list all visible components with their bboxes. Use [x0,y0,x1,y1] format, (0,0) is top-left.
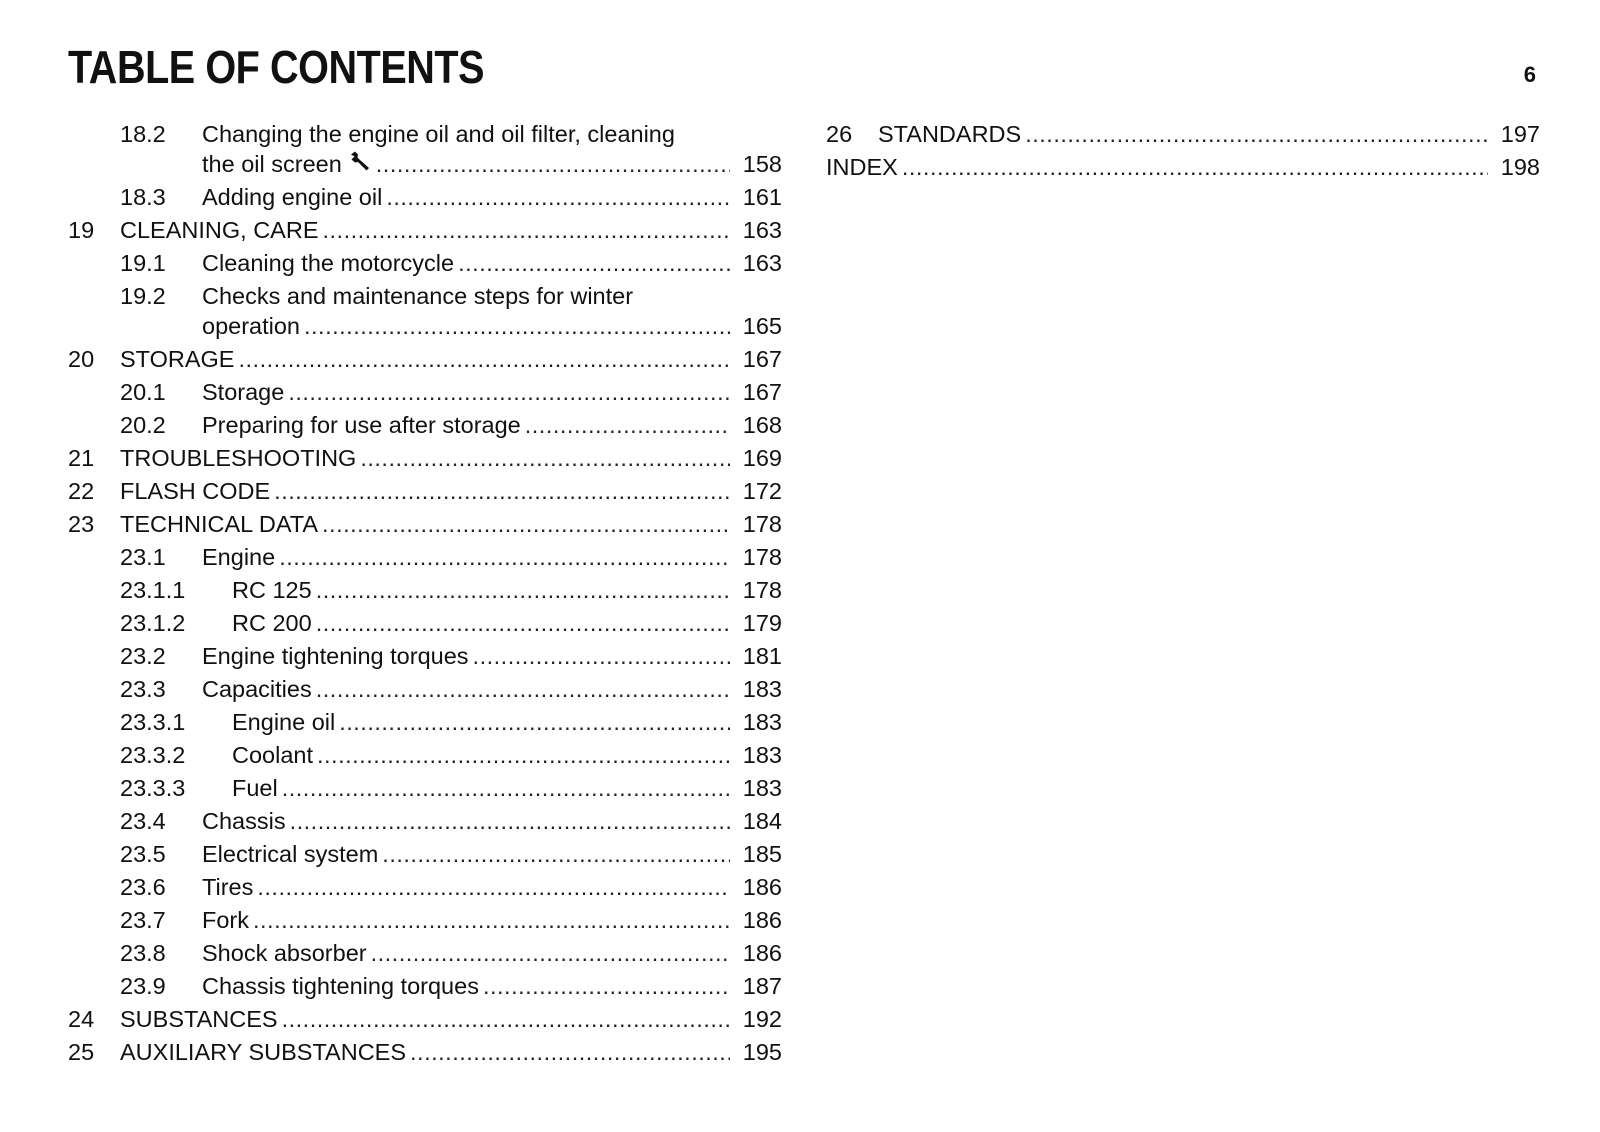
dot-leader [360,442,730,475]
dot-leader [316,574,730,607]
dot-leader [304,310,730,343]
toc-entry-number: 19 [68,217,95,243]
toc-entry-page: 165 [742,313,782,339]
toc-entry[interactable] [826,151,1540,184]
dot-leader [238,343,730,376]
toc-entry-page: 187 [742,973,782,999]
toc-entry[interactable] [68,871,782,904]
toc-entry-page: 186 [742,940,782,966]
toc-entry[interactable] [68,805,782,838]
toc-entry-number: 21 [68,445,95,471]
dot-leader [257,871,730,904]
toc-entry-number: 23.4 [120,808,166,834]
toc-entry-title: Shock absorber [202,940,367,966]
toc-entry-page: 197 [1500,121,1540,147]
toc-entry-number: 20.1 [120,379,166,405]
toc-entry-page: 163 [742,250,782,276]
toc-entry[interactable] [68,574,782,607]
toc-entry-number: 23.9 [120,973,166,999]
toc-entry[interactable] [68,706,782,739]
dot-leader [386,181,730,214]
dot-leader [339,706,730,739]
toc-entry-number: 23.1 [120,544,166,570]
toc-entry-number: 26 [826,121,853,147]
dot-leader [376,148,730,181]
toc-entry-number: 25 [68,1039,95,1065]
toc-entry[interactable] [68,739,782,772]
toc-entry-number: 23.2 [120,643,166,669]
toc-entry-number: 23.7 [120,907,166,933]
toc-entry-page: 198 [1500,154,1540,180]
dot-leader [458,247,730,280]
toc-entry-number: 23.3.1 [120,709,186,735]
dot-leader [410,1036,730,1069]
dot-leader [323,214,731,247]
toc-entry-title: Coolant [232,742,313,768]
toc-entry[interactable] [68,772,782,805]
dot-leader [902,151,1488,184]
toc-entry-number: 19.1 [120,250,166,276]
dot-leader [525,409,730,442]
toc-entry-number: 20.2 [120,412,166,438]
toc-entry-number: 23.1.2 [120,610,186,636]
toc-entry-number: 18.2 [120,121,166,147]
toc-entry-title: AUXILIARY SUBSTANCES [120,1039,407,1065]
toc-entry-title: FLASH CODE [120,478,271,504]
toc-entry[interactable] [68,541,782,574]
toc-entry-title: INDEX [826,154,898,180]
toc-entry-title: Electrical system [202,841,379,867]
page-number: 6 [1523,62,1536,87]
toc-entry-number: 19.2 [120,283,166,309]
toc-entry-page: 183 [742,742,782,768]
toc-entry-title: Checks and maintenance steps for winter [202,283,634,309]
toc-entry-number: 23.3 [120,676,166,702]
toc-entry-title: Fuel [232,775,278,801]
page-title: TABLE OF CONTENTS [68,41,485,93]
toc-entry-page: 183 [742,775,782,801]
toc-left-column [68,118,782,1069]
toc-entry[interactable] [68,118,782,181]
toc-entry[interactable] [68,376,782,409]
wrench-icon [348,148,372,170]
toc-entry-title: Capacities [202,676,312,702]
toc-entry-title: Fork [202,907,249,933]
toc-entry-title: TECHNICAL DATA [120,511,319,537]
toc-entry-title: CLEANING, CARE [120,217,319,243]
toc-entry-title: STORAGE [120,346,235,372]
dot-leader [473,640,730,673]
dot-leader [317,739,730,772]
toc-entry-number: 22 [68,478,95,504]
toc-entry-title: Engine oil [232,709,336,735]
toc-entry[interactable] [68,508,782,541]
toc-entry[interactable] [68,475,782,508]
toc-entry-page: 195 [742,1039,782,1065]
toc-entry-page: 186 [742,874,782,900]
toc-entry[interactable] [68,280,782,343]
dot-leader [322,508,730,541]
toc-entry-page: 186 [742,907,782,933]
toc-entry-number: 23 [68,511,95,537]
dot-leader [274,475,730,508]
dot-leader [253,904,730,937]
toc-entry-page: 167 [742,379,782,405]
toc-entry[interactable] [68,904,782,937]
dot-leader [282,772,730,805]
toc-entry-number: 18.3 [120,184,166,210]
dot-leader [290,805,730,838]
toc-entry[interactable] [68,640,782,673]
toc-entry[interactable] [68,1036,782,1069]
toc-entry[interactable] [68,247,782,280]
toc-entry-page: 167 [742,346,782,372]
toc-entry[interactable] [68,607,782,640]
toc-entry[interactable] [68,409,782,442]
toc-entry[interactable] [68,343,782,376]
dot-leader [382,838,730,871]
toc-entry-number: 20 [68,346,95,372]
toc-entry-title: SUBSTANCES [120,1006,278,1032]
toc-entry-page: 181 [742,643,782,669]
toc-entry-page: 172 [742,478,782,504]
dot-leader [316,607,730,640]
toc-entry-number: 23.5 [120,841,166,867]
toc-entry-page: 178 [742,577,782,603]
toc-entry-title: the oil screen [202,151,342,177]
toc-entry-page: 192 [742,1006,782,1032]
toc-entry-title: TROUBLESHOOTING [120,445,357,471]
dot-leader [1025,118,1488,151]
toc-entry-number: 23.3.2 [120,742,186,768]
toc-entry-page: 178 [742,511,782,537]
toc-entry[interactable] [68,1003,782,1036]
toc-entry-page: 169 [742,445,782,471]
toc-entry-number: 24 [68,1006,95,1032]
toc-entry-page: 185 [742,841,782,867]
toc-entry-title: Engine [202,544,276,570]
toc-entry-page: 183 [742,676,782,702]
toc-entry-number: 23.3.3 [120,775,186,801]
dot-leader [282,1003,730,1036]
toc-entry[interactable] [826,118,1540,151]
toc-entry-title: Tires [202,874,254,900]
toc-entry[interactable] [68,214,782,247]
toc-entry-page: 184 [742,808,782,834]
toc-entry-number: 23.1.1 [120,577,186,603]
toc-entry-number: 23.8 [120,940,166,966]
toc-entry[interactable] [68,937,782,970]
toc-right-column [826,118,1540,184]
toc-entry[interactable] [68,970,782,1003]
toc-entry-page: 168 [742,412,782,438]
toc-entry-page: 179 [742,610,782,636]
toc-entry-title: Preparing for use after storage [202,412,521,438]
toc-entry[interactable] [68,673,782,706]
toc-entry-title: Storage [202,379,285,405]
dot-leader [316,673,730,706]
toc-entry-title: Cleaning the motorcycle [202,250,455,276]
toc-entry-title: Adding engine oil [202,184,383,210]
toc-entry[interactable] [68,838,782,871]
dot-leader [279,541,730,574]
dot-leader [483,970,730,1003]
toc-entry-title: RC 200 [232,610,312,636]
toc-entry-page: 183 [742,709,782,735]
toc-entry-title: Engine tightening torques [202,643,469,669]
toc-entry-title: STANDARDS [878,121,1022,147]
toc-entry-page: 158 [742,151,782,177]
dot-leader [288,376,730,409]
toc-entry-title: Chassis [202,808,286,834]
toc-entry-page: 161 [742,184,782,210]
toc-entry[interactable] [68,442,782,475]
toc-entry-page: 178 [742,544,782,570]
toc-entry-page: 163 [742,217,782,243]
toc-entry[interactable] [68,181,782,214]
toc-entry-title: operation [202,313,300,339]
dot-leader [371,937,730,970]
toc-entry-title: Chassis tightening torques [202,973,479,999]
toc-entry-title: RC 125 [232,577,312,603]
toc-entry-number: 23.6 [120,874,166,900]
toc-entry-title: Changing the engine oil and oil filter, cleaning [202,121,675,147]
